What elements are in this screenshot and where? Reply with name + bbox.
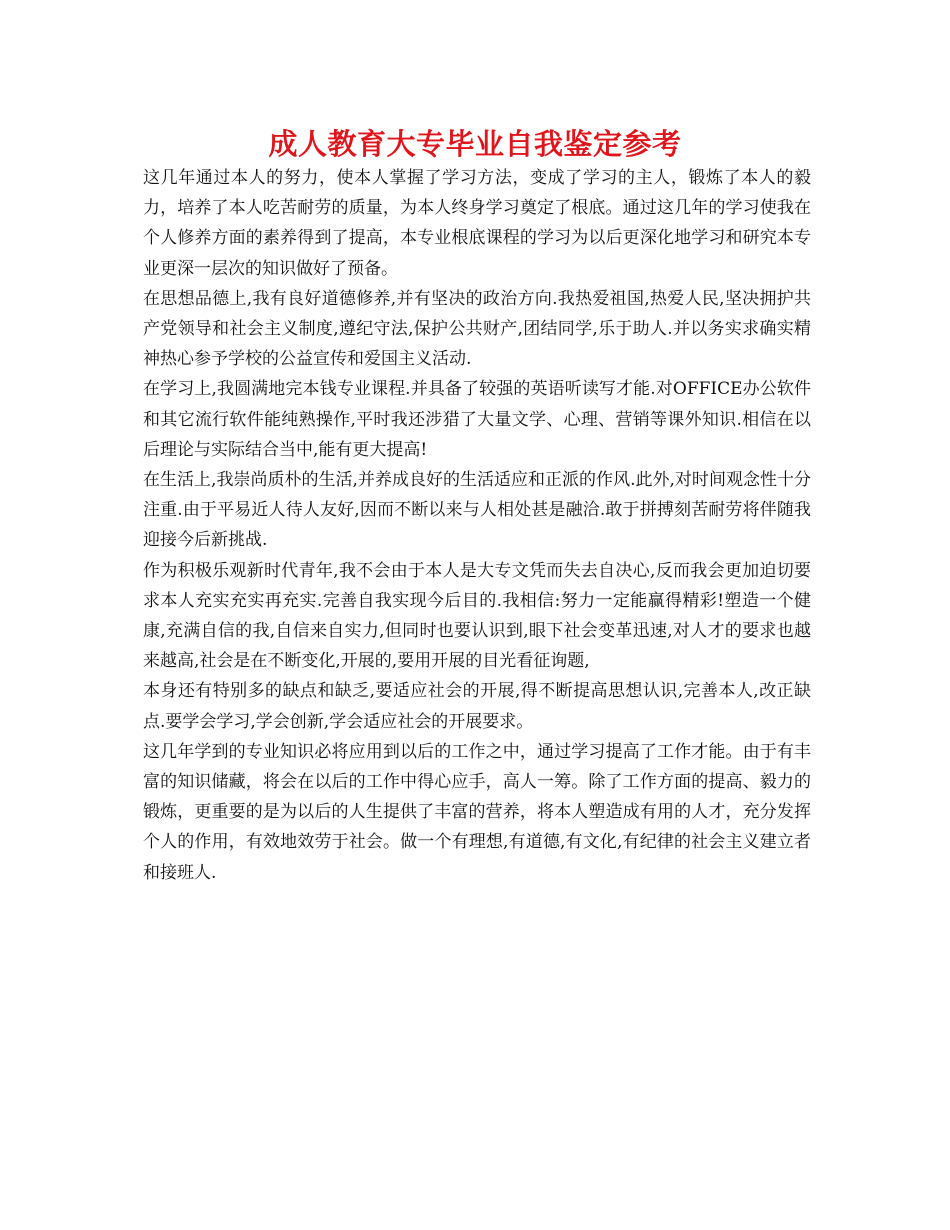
paragraph-professional-knowledge: 这几年学到的专业知识必将应用到以后的工作之中，通过学习提高了工作才能。由于有丰富的知识储藏，将会在以后的工作中得心应手，高人一筹。除了工作方面的提高、毅力的锻炼，更重要的是为以后的人生提供了丰富的营养，将本人塑造成有用的人才，充分发挥个人的作用，有效地效劳于社会。做一个有理想,有道德,有文化,有纪律的社会主义建立者和接班人. — [143, 741, 811, 883]
paragraph-youth: 作为积极乐观新时代青年,我不会由于本人是大专文凭而失去自决心,反而我会更加迫切要求本人充实充实再充实.完善自我实现今后目的.我相信:努力一定能赢得精彩!塑造一个健康,充满自信的我,自信来自实力,但同时也要认识到,眼下社会变革迅速,对人才的要求也越来越高,社会是在不断变化,开展的,要用开展的目光看征询题, — [143, 560, 811, 672]
paragraph-shortcomings: 本身还有特别多的缺点和缺乏,要适应社会的开展,得不断提高思想认识,完善本人,改正缺点.要学会学习,学会创新,学会适应社会的开展要求。 — [143, 681, 811, 732]
paragraph-moral-character: 在思想品德上,我有良好道德修养,并有坚决的政治方向.我热爱祖国,热爱人民,坚决拥护共产党领导和社会主义制度,遵纪守法,保护公共财产,团结同学,乐于助人.并以务实求确实精神热心参予学校的公益宣传和爱国主义活动. — [143, 288, 811, 370]
page-title: 成人教育大专毕业自我鉴定参考 — [268, 127, 682, 161]
paragraph-study-method: 这几年通过本人的努力，使本人掌握了学习方法，变成了学习的主人，锻炼了本人的毅力，培养了本人吃苦耐劳的质量，为本人终身学习奠定了根底。通过这几年的学习使我在个人修养方面的素养得到了提高，本专业根底课程的学习为以后更深化地学习和研究本专业更深一层次的知识做好了预备。 — [143, 168, 811, 279]
paragraph-life: 在生活上,我崇尚质朴的生活,并养成良好的生活适应和正派的作风.此外,对时间观念性十分注重.由于平易近人待人友好,因而不断以来与人相处甚是融洽.敢于拼搏刻苦耐劳将伴随我迎接今后新挑战. — [143, 470, 811, 551]
paragraph-study: 在学习上,我圆满地完本钱专业课程.并具备了较强的英语听读写才能.对OFFICE办公软件和其它流行软件能纯熟操作,平时我还涉猎了大量文学、心理、营销等课外知识.相信在以后理论与实际结合当中,能有更大提高! — [143, 379, 811, 460]
document-body — [143, 163, 811, 888]
